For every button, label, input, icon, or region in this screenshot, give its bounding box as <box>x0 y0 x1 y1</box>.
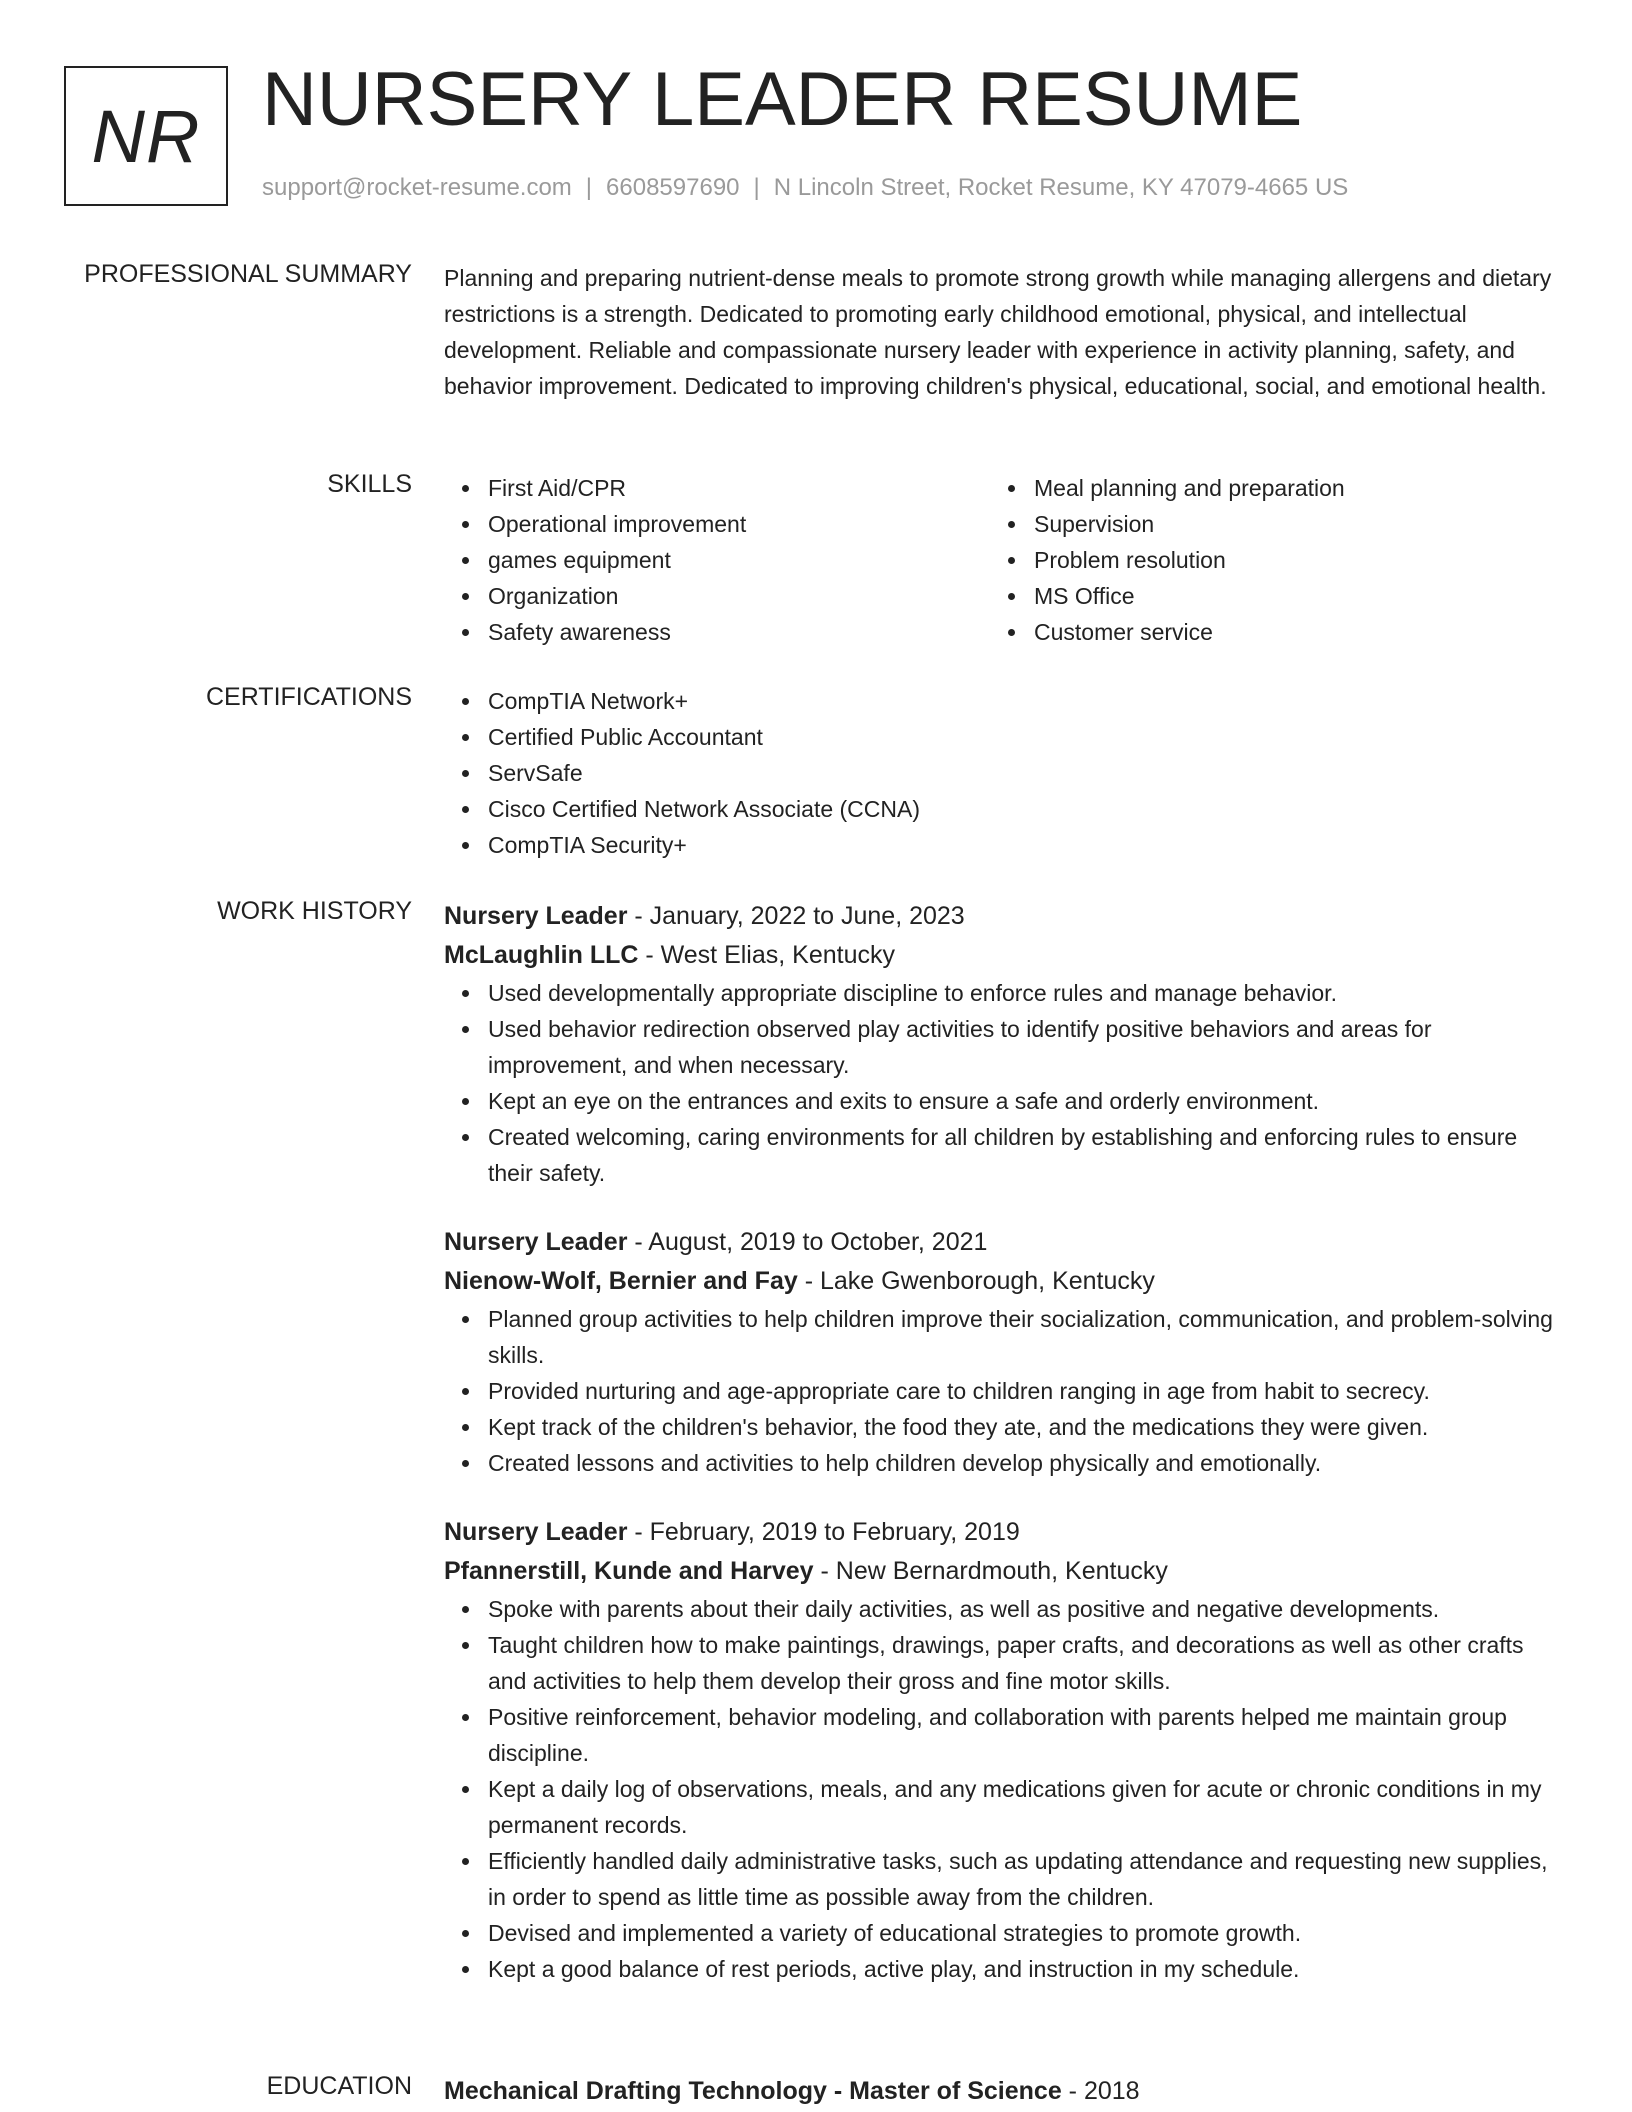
monogram-box: NR <box>64 66 228 206</box>
skill-item: Customer service <box>1034 614 1536 650</box>
job-dates: - February, 2019 to February, 2019 <box>627 1518 1020 1546</box>
skill-item: MS Office <box>1034 578 1536 614</box>
job-bullet: Created welcoming, caring environments for all children by establishing and enforcing rules to ensure their safety. <box>488 1119 1560 1191</box>
section-label-education: EDUCATION <box>266 2072 412 2100</box>
job-title: Nursery Leader <box>444 1518 628 1546</box>
skill-item: games equipment <box>488 542 990 578</box>
certification-item: Certified Public Accountant <box>488 719 1560 755</box>
job-bullet: Used behavior redirection observed play activities to identify positive behaviors and areas for improvement, and when necessary. <box>488 1011 1560 1083</box>
job-title-line <box>444 897 1560 936</box>
job-bullet: Efficiently handled daily administrative tasks, such as updating attendance and requesting new supplies, in order to spend as little time as possible away from the children. <box>488 1843 1560 1915</box>
section-label-work-history: WORK HISTORY <box>217 897 412 925</box>
job-bullet: Planned group activities to help children improve their socialization, communication, and problem-solving skills. <box>488 1301 1560 1373</box>
contact-line <box>262 174 1348 202</box>
job-title-line <box>444 1223 1560 1262</box>
contact-separator: | <box>753 174 760 201</box>
section-label-certifications: CERTIFICATIONS <box>205 683 412 711</box>
job-entry <box>444 1513 1560 1987</box>
job-company-line <box>444 936 1560 975</box>
contact-email: support@rocket-resume.com <box>262 174 572 201</box>
skill-item: Meal planning and preparation <box>1034 470 1536 506</box>
job-location: - New Bernardmouth, Kentucky <box>813 1557 1168 1585</box>
certification-item: CompTIA Security+ <box>488 827 1560 863</box>
job-bullet: Used developmentally appropriate discipline to enforce rules and manage behavior. <box>488 975 1560 1011</box>
job-bullet: Positive reinforcement, behavior modeling, and collaboration with parents helped me maintain group discipline. <box>488 1699 1560 1771</box>
job-location: - West Elias, Kentucky <box>638 941 895 969</box>
skill-item: Organization <box>488 578 990 614</box>
section-label-summary: PROFESSIONAL SUMMARY <box>84 260 412 288</box>
section-label-skills: SKILLS <box>327 470 412 498</box>
job-bullet: Kept a daily log of observations, meals, and any medications given for acute or chronic conditions in my permanent records. <box>488 1771 1560 1843</box>
job-bullet: Kept a good balance of rest periods, active play, and instruction in my schedule. <box>488 1951 1560 1987</box>
summary-body <box>444 260 1560 404</box>
job-bullets <box>444 1301 1560 1481</box>
job-bullet: Provided nurturing and age-appropriate care to children ranging in age from habit to secrecy. <box>488 1373 1560 1409</box>
certifications-body <box>444 683 1560 863</box>
skill-item: Supervision <box>1034 506 1536 542</box>
certification-item: CompTIA Network+ <box>488 683 1560 719</box>
job-bullet: Kept an eye on the entrances and exits to ensure a safe and orderly environment. <box>488 1083 1560 1119</box>
skill-item: Problem resolution <box>1034 542 1536 578</box>
job-title: Nursery Leader <box>444 902 628 930</box>
job-entry <box>444 897 1560 1191</box>
skills-column-left <box>444 470 990 650</box>
job-company: Pfannerstill, Kunde and Harvey <box>444 1557 814 1585</box>
summary-text: Planning and preparing nutrient-dense meals to promote strong growth while managing allergens and dietary restrictions is a strength. Dedicated to promoting early childhood emotional, physical, and intellectual development. Reliable and compassionate nursery leader with experience in activity planning, safety, and behavior improvement. Dedicated to improving children's physical, educational, social, and emotional health. <box>444 265 1552 399</box>
education-degree: Mechanical Drafting Technology - Master of Science <box>444 2077 1062 2105</box>
job-bullet: Spoke with parents about their daily activities, as well as positive and negative developments. <box>488 1591 1560 1627</box>
skill-item: Safety awareness <box>488 614 990 650</box>
contact-phone: 6608597690 <box>606 174 740 201</box>
certification-item: Cisco Certified Network Associate (CCNA) <box>488 791 1560 827</box>
job-location: - Lake Gwenborough, Kentucky <box>797 1267 1155 1295</box>
job-bullet: Devised and implemented a variety of educational strategies to promote growth. <box>488 1915 1560 1951</box>
job-dates: - January, 2022 to June, 2023 <box>627 902 965 930</box>
job-bullet: Taught children how to make paintings, drawings, paper crafts, and decorations as well as other crafts and activities to help them develop their gross and fine motor skills. <box>488 1627 1560 1699</box>
job-company: Nienow-Wolf, Bernier and Fay <box>444 1267 798 1295</box>
education-body <box>444 2072 1560 2111</box>
job-bullets <box>444 975 1560 1191</box>
job-bullet: Created lessons and activities to help children develop physically and emotionally. <box>488 1445 1560 1481</box>
job-company-line <box>444 1262 1560 1301</box>
resume-title: NURSERY LEADER RESUME <box>262 57 1303 142</box>
job-title: Nursery Leader <box>444 1228 628 1256</box>
contact-address: N Lincoln Street, Rocket Resume, KY 47079-4665 US <box>773 174 1349 201</box>
education-line <box>444 2072 1560 2111</box>
job-company: McLaughlin LLC <box>444 941 639 969</box>
job-bullets <box>444 1591 1560 1987</box>
skill-item: Operational improvement <box>488 506 990 542</box>
skill-item: First Aid/CPR <box>488 470 990 506</box>
contact-separator: | <box>585 174 593 201</box>
job-entry <box>444 1223 1560 1481</box>
certification-item: ServSafe <box>488 755 1560 791</box>
education-year: - 2018 <box>1061 2077 1140 2105</box>
skills-column-right <box>990 470 1536 650</box>
work-history-body <box>444 897 1560 2019</box>
job-company-line <box>444 1552 1560 1591</box>
job-title-line <box>444 1513 1560 1552</box>
skills-grid <box>444 470 1560 650</box>
job-bullet: Kept track of the children's behavior, the food they ate, and the medications they were given. <box>488 1409 1560 1445</box>
job-dates: - August, 2019 to October, 2021 <box>627 1228 988 1256</box>
skills-body <box>444 470 1560 650</box>
